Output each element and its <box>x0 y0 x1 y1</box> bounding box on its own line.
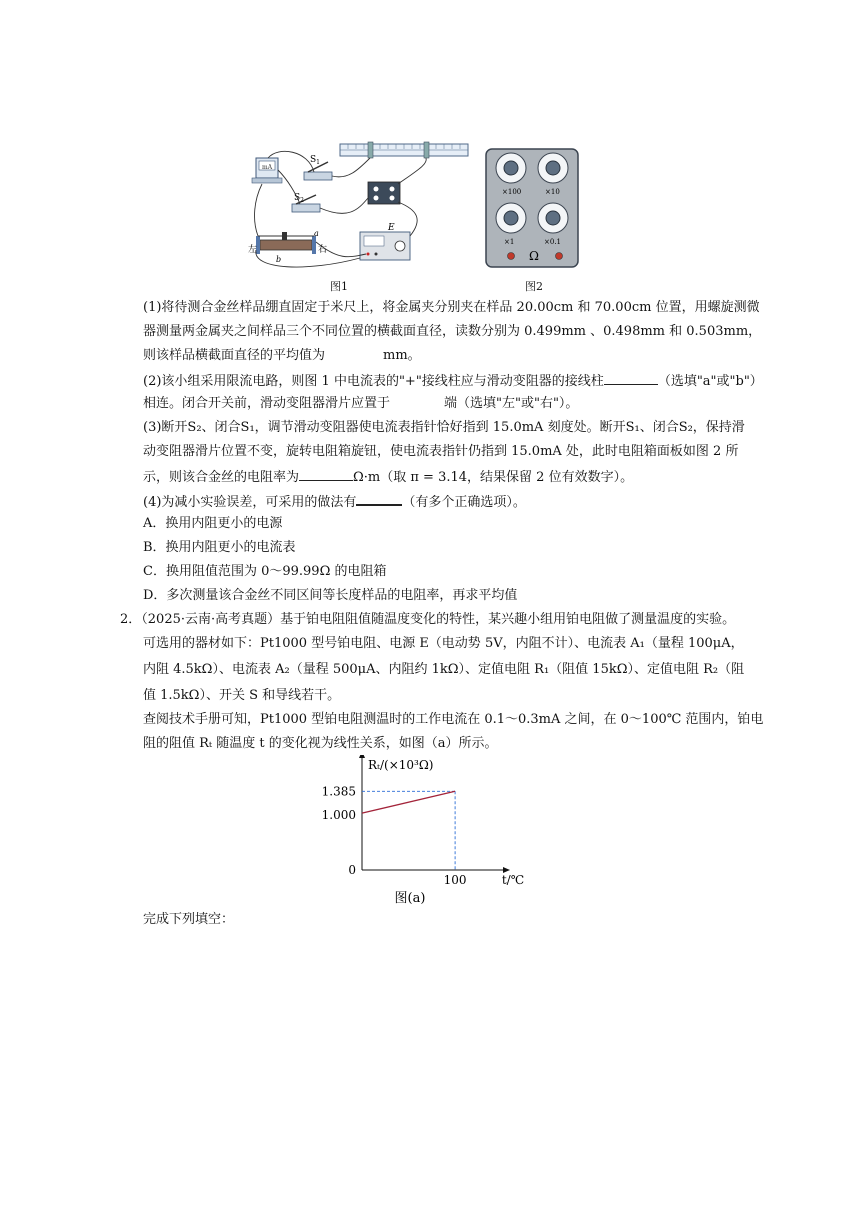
q1-part2-text: (2)该小组采用限流电路，则图 1 中电流表的"+"接线柱应与滑动变阻器的接线柱 <box>143 374 604 389</box>
fig1-caption: 图1 <box>330 280 348 293</box>
q2-line5: 查阅技术手册可知，Pt1000 型铂电阻测温时的工作电流在 0.1～0.3mA 之间，在 0～100℃ 范围内，铂电 <box>143 712 764 727</box>
origin-label: 0 <box>348 863 356 877</box>
q1-part2-hint2: 端（选填"左"或"右"）。 <box>444 396 579 411</box>
option-b: B．换用内阻更小的电流表 <box>143 540 296 555</box>
terminal <box>556 253 563 260</box>
q1-part1-line2: 器测量两金属夹之间样品三个不同位置的横截面直径，读数分别为 0.499mm 、0.498mm 和 0.503mm， <box>143 324 762 339</box>
answer-blank[interactable] <box>604 372 658 385</box>
chart-a <box>300 755 530 910</box>
resistance-box <box>368 182 400 204</box>
option-c: C．换用阻值范围为 0～99.99Ω 的电阻箱 <box>143 564 387 579</box>
dial-x100 <box>496 153 526 183</box>
q1-part3-line3 <box>143 468 633 486</box>
q1-part4-text: (4)为减小实验误差，可采用的做法有 <box>143 495 357 510</box>
q1-part3-line1: (3)断开S₂、闭合S₁，调节滑动变阻器使电流表指针恰好指到 15.0mA 刻度处。断开S₁、闭合S₂，保持滑 <box>143 420 745 435</box>
q1-part1-text: 则该样品横截面直径的平均值为 <box>143 348 326 363</box>
figure-2 <box>485 148 581 293</box>
x-axis-label: t/℃ <box>501 873 525 887</box>
q1-part4-hint: （有多个正确选项）。 <box>402 495 526 510</box>
resistance-box-panel <box>485 148 581 270</box>
dial-x1 <box>496 203 526 233</box>
s1-label: $S_1$ <box>310 155 320 166</box>
right-label: 右 <box>318 245 328 255</box>
dial-label: ×1 <box>504 238 515 246</box>
s2-label: $S_2$ <box>294 193 304 204</box>
chart-caption: 图(a) <box>394 891 426 906</box>
q1-part2-text2: 相连。闭合开关前，滑动变阻器滑片应置于 <box>143 396 391 411</box>
a-label: a <box>314 229 319 238</box>
dial-label: ×100 <box>502 188 522 196</box>
power-supply <box>360 232 410 260</box>
q2-line4: 值 1.5kΩ）、开关 S 和导线若干。 <box>143 688 341 703</box>
ammeter <box>252 158 282 183</box>
q2-line2: 可选用的器材如下：Pt1000 型号铂电阻、电源 E（电动势 5V，内阻不计）、电流表 A₁（量程 100μA， <box>143 636 744 651</box>
figure-1 <box>248 140 478 293</box>
omega-symbol: Ω <box>529 249 539 263</box>
answer-blank[interactable] <box>299 468 353 481</box>
dial-x0.1 <box>538 203 568 233</box>
q1-part1-line1: (1)将待测合金丝样品绷直固定于米尺上，将金属夹分别夹在样品 20.00cm 和 70.00cm 位置，用螺旋测微 <box>143 300 760 315</box>
q1-part1-unit: mm。 <box>383 348 421 363</box>
option-a: A．换用内阻更小的电源 <box>143 516 283 531</box>
chart-svg <box>300 755 530 910</box>
b-label: b <box>276 255 282 264</box>
fig2-caption: 图2 <box>525 280 543 293</box>
q2-line3: 内阻 4.5kΩ）、电流表 A₂（量程 500μA、内阻约 1kΩ）、定值电阻 R₁（阻值 15kΩ）、定值电阻 R₂（阻 <box>143 662 745 677</box>
q1-part3-text: 示，则该合金丝的电阻率为 <box>143 470 300 485</box>
fill-in-prompt: 完成下列填空： <box>143 912 235 927</box>
rheostat <box>256 232 316 254</box>
terminal <box>508 253 515 260</box>
q1-part2-hint: （选填"a"或"b"） <box>657 374 763 389</box>
option-d: D．多次测量该合金丝不同区间等长度样品的电阻率，再求平均值 <box>143 588 518 603</box>
circuit-diagram <box>248 140 478 290</box>
answer-blank[interactable] <box>356 492 402 506</box>
q1-part4 <box>143 492 526 511</box>
meter-ruler <box>340 142 468 158</box>
dial-label: ×0.1 <box>544 238 561 246</box>
q1-part2-line1 <box>143 372 763 390</box>
series-line <box>362 791 455 813</box>
left-label: 左 <box>248 245 258 255</box>
dial-x10 <box>538 153 568 183</box>
q1-part1-line3 <box>143 348 421 364</box>
q2-line1: 2．（2025·云南·高考真题）基于铂电阻阻值随温度变化的特性，某兴趣小组用铂电阻做了测量温度的实验。 <box>120 612 736 627</box>
y-tick-label: 1.000 <box>321 808 356 823</box>
y-tick-label: 1.385 <box>321 784 356 799</box>
x-tick-label: 100 <box>443 873 467 887</box>
q1-part2-line2 <box>143 396 578 412</box>
svg-text:mA: mA <box>262 164 273 171</box>
q2-line6: 阻的阻值 Rₜ 随温度 t 的变化视为线性关系，如图（a）所示。 <box>143 736 498 751</box>
q1-part3-line2: 动变阻器滑片位置不变，旋转电阻箱旋钮，使电流表指针仍指到 15.0mA 处，此时电阻箱面板如图 2 所 <box>143 444 739 459</box>
y-axis-label: Rₜ/(×10³Ω) <box>368 758 434 772</box>
e-label: E <box>388 223 395 233</box>
q1-part3-hint: Ω·m（取 π = 3.14，结果保留 2 位有效数字）。 <box>353 470 634 485</box>
dial-label: ×10 <box>545 188 560 196</box>
